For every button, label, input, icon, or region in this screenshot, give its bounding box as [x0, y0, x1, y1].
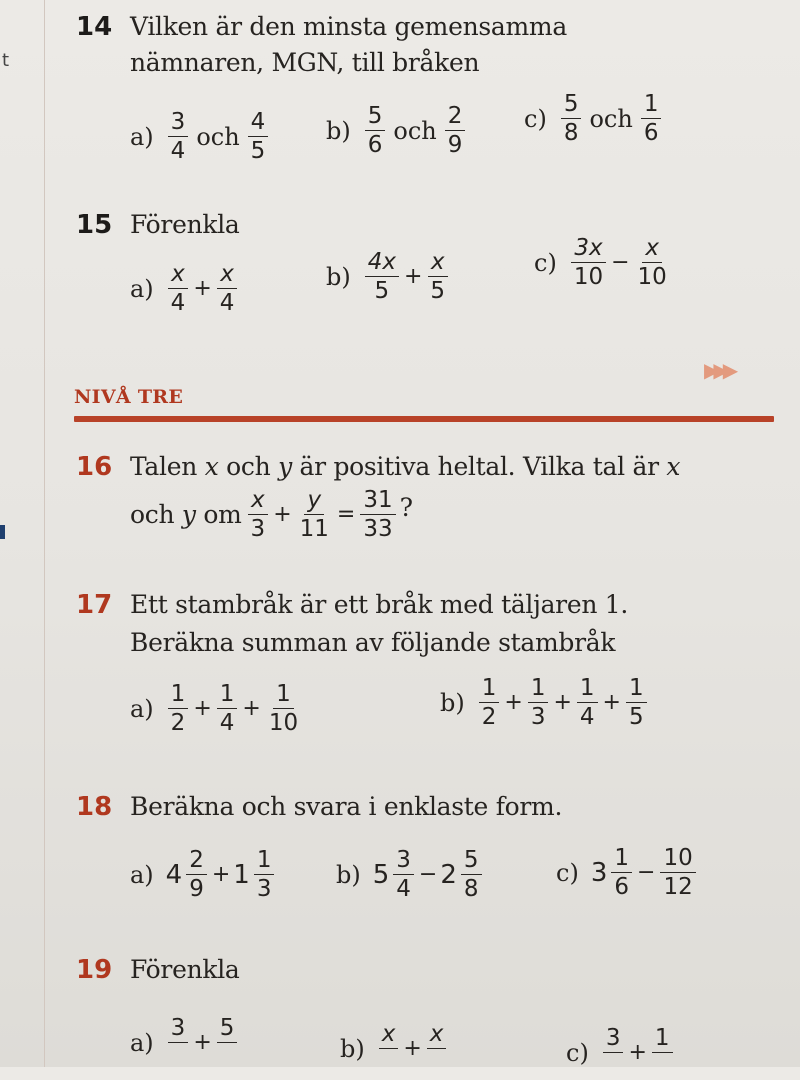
problem-14 [76, 12, 567, 77]
fraction: $\frac{1}{4}$ [577, 676, 598, 729]
fraction: $\frac{1}{6}$ [641, 92, 662, 145]
part-label: a) [130, 694, 154, 723]
fraction: $\frac{3}{4}$ [168, 110, 189, 163]
part-label: b) [326, 262, 351, 291]
part-label: b) [336, 860, 361, 889]
connector-word: och [589, 104, 633, 133]
whole-number: 2 [440, 859, 457, 890]
part-label: c) [524, 104, 547, 133]
whole-number: 4 [165, 859, 183, 890]
fraction: $\frac{1}{2}$ [479, 676, 500, 729]
connector-word: och [196, 122, 240, 151]
fraction: $\frac{2}{9}$ [186, 848, 207, 901]
fraction: $\frac{5}{8}$ [461, 848, 482, 901]
level-title: NIVÅ TRE [74, 386, 184, 408]
problem-19-part-c [566, 1026, 675, 1079]
problem-text: Talen x och y är positiva heltal. Vilka tal är x [130, 452, 681, 481]
problem-text: Beräkna och svara i enklaste form. [130, 792, 563, 821]
fraction: $\frac{x}{3}$ [248, 488, 269, 541]
problem-number: 17 [76, 590, 113, 620]
fraction: $\frac{x}{4}$ [168, 262, 189, 315]
operator: + [504, 690, 523, 716]
level-divider [74, 416, 774, 422]
whole-number: 1 [233, 859, 250, 890]
fraction: 3 [603, 1026, 624, 1079]
operator: + [273, 502, 292, 528]
operator: + [628, 1040, 647, 1066]
fraction: $\frac{y}{11}$ [299, 487, 329, 543]
problem-18-part-c [556, 846, 698, 899]
operator: + [403, 1036, 422, 1062]
fraction: $\frac{x}{4}$ [217, 262, 238, 315]
problem-14-part-b [326, 104, 467, 157]
problem-text: Ett stambråk är ett bråk med täljaren 1. [130, 590, 629, 619]
part-label: b) [340, 1034, 365, 1063]
fraction: x [379, 1022, 399, 1075]
problem-text: nämnaren, MGN, till bråken [130, 48, 480, 77]
part-label: a) [130, 274, 154, 303]
fraction: 1 [652, 1026, 673, 1079]
connector-word: och [393, 116, 437, 145]
fraction: $\frac{31}{33}$ [360, 488, 395, 541]
part-label: c) [566, 1038, 589, 1067]
problem-19-part-a [130, 1016, 239, 1069]
fraction: $\frac{4}{5}$ [248, 110, 269, 163]
problem-15-part-a [130, 262, 239, 315]
fraction: $\frac{1}{5}$ [626, 676, 647, 729]
fraction: 3 [168, 1016, 189, 1069]
operator: − [611, 250, 630, 276]
problem-18 [76, 792, 562, 822]
operator: + [211, 862, 231, 888]
problem-number: 14 [76, 12, 113, 42]
page-margin-line [44, 0, 45, 1067]
fraction: $\frac{1}{2}$ [168, 682, 189, 735]
arrows-icon: ▶▶▶ [704, 358, 733, 382]
operator: − [418, 862, 438, 888]
operator: − [637, 860, 656, 886]
problem-number: 16 [76, 452, 113, 482]
whole-number: 5 [372, 859, 390, 890]
part-label: a) [130, 1028, 154, 1057]
fraction: $\frac{5}{8}$ [561, 92, 582, 145]
problem-17-part-a [130, 682, 303, 735]
problem-19-part-b [340, 1022, 448, 1075]
edge-letter: t [2, 50, 10, 71]
fraction: $\frac{x}{5}$ [427, 250, 448, 303]
part-label: c) [556, 858, 579, 887]
problem-15 [76, 210, 240, 240]
operator: + [602, 690, 621, 716]
part-label: c) [534, 248, 557, 277]
problem-15-part-c [534, 236, 672, 289]
operator: + [193, 696, 212, 722]
fraction: $\frac{3x}{10}$ [571, 236, 606, 289]
part-label: b) [440, 688, 465, 717]
problem-16-equation [130, 488, 413, 541]
fraction: $\frac{3}{4}$ [393, 848, 414, 901]
fraction: $\frac{1}{3}$ [254, 848, 275, 901]
problem-18-part-a [130, 848, 276, 901]
fraction: $\frac{2}{9}$ [445, 104, 466, 157]
problem-19 [76, 955, 240, 985]
problem-number: 18 [76, 792, 113, 822]
part-label: a) [130, 122, 154, 151]
problem-text: Förenkla [130, 210, 240, 239]
problem-18-part-b [336, 848, 484, 901]
fraction: $\frac{1}{10}$ [268, 681, 299, 737]
fraction: $\frac{1}{6}$ [611, 846, 632, 899]
part-label: a) [130, 860, 154, 889]
problem-number: 19 [76, 955, 113, 985]
problem-number: 15 [76, 210, 113, 240]
equals-sign: = [336, 502, 356, 528]
fraction: x [427, 1022, 447, 1075]
operator: + [193, 1030, 212, 1056]
problem-text: och y om [130, 500, 242, 530]
fraction: $\frac{1}{3}$ [528, 676, 549, 729]
problem-text: Vilken är den minsta gemensamma [130, 12, 567, 41]
fraction: $\frac{10}{12}$ [660, 846, 695, 899]
whole-number: 3 [590, 857, 608, 888]
fraction: $\frac{x}{10}$ [637, 235, 667, 291]
part-label: b) [326, 116, 351, 145]
problem-15-part-b [326, 250, 450, 303]
fraction: 5 [217, 1016, 238, 1069]
fraction: $\frac{4x}{5}$ [365, 250, 399, 303]
question-mark: ? [399, 493, 413, 523]
edge-marker [0, 525, 5, 539]
problem-14-part-a [130, 110, 270, 163]
fraction: $\frac{5}{6}$ [365, 104, 386, 157]
problem-14-part-c [524, 92, 663, 145]
problem-17 [76, 590, 628, 657]
operator: + [553, 690, 572, 716]
operator: + [403, 264, 423, 290]
problem-text: Förenkla [130, 955, 240, 984]
problem-17-part-b [440, 676, 649, 729]
operator: + [242, 696, 261, 722]
operator: + [193, 276, 212, 302]
problem-16 [76, 452, 680, 482]
problem-text: Beräkna summan av följande stambråk [130, 628, 616, 657]
fraction: $\frac{1}{4}$ [217, 682, 238, 735]
